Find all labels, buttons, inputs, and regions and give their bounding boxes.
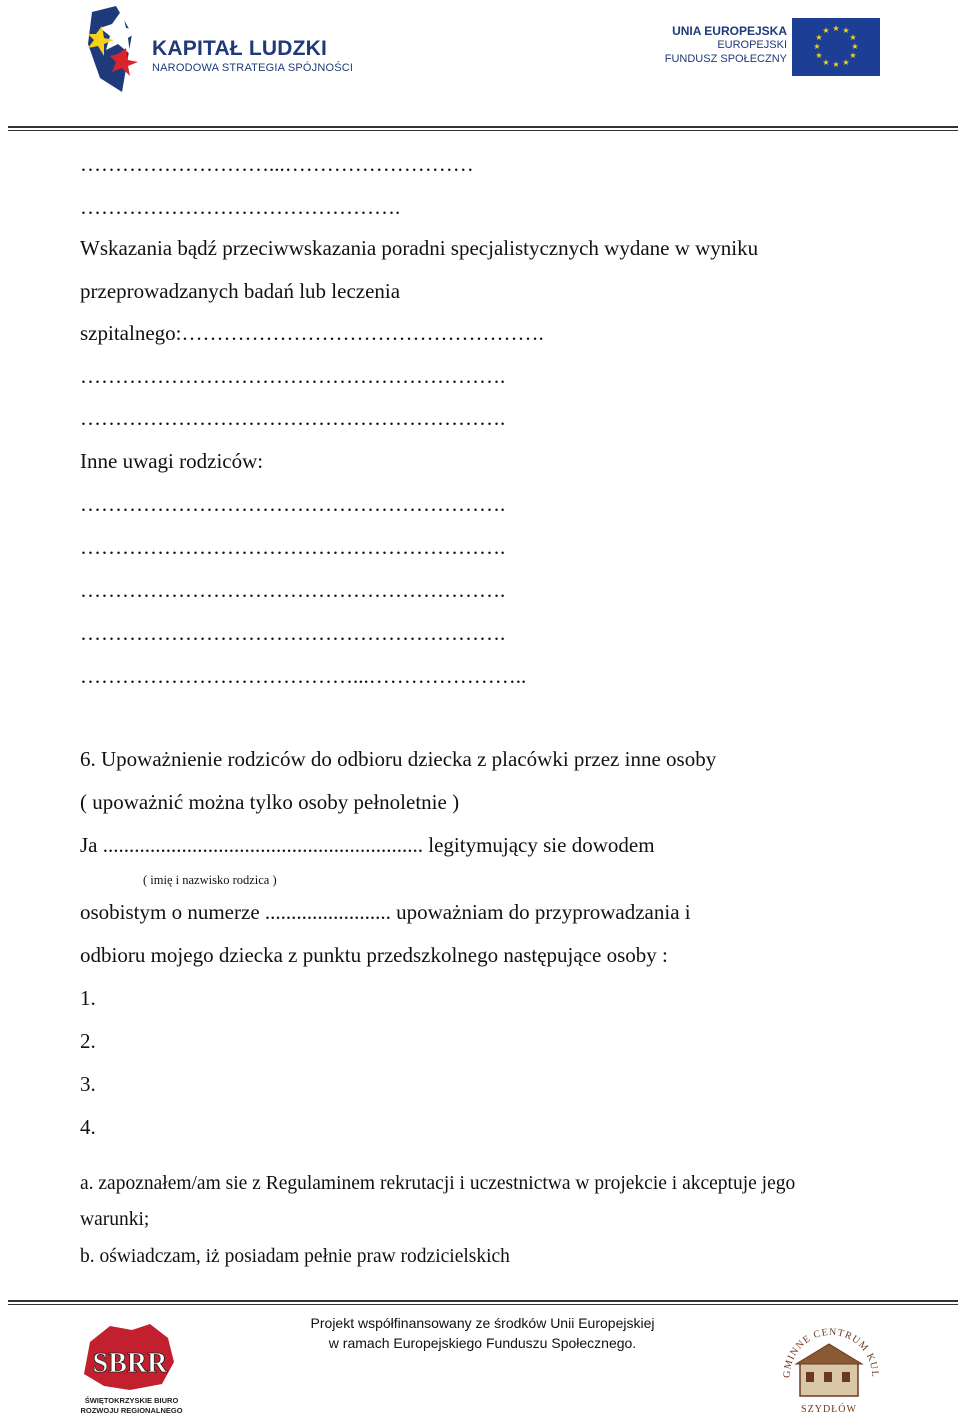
statement-a: a. zapoznałem/am sie z Regulaminem rekrutacji i uczestnictwa w projekcie i akceptuje jego	[80, 1173, 796, 1194]
svg-text:★: ★	[822, 26, 830, 35]
footer-divider-thin	[8, 1304, 958, 1305]
footer-cofinance-1: Projekt współfinansowany ze środków Unii Europejskiej	[310, 1315, 655, 1331]
eu-line1: UNIA EUROPEJSKA	[672, 24, 787, 38]
gck-logo	[776, 1318, 882, 1416]
sbrr-logo-text: SBRR	[92, 1348, 168, 1379]
svg-text:★: ★	[815, 33, 823, 42]
dots-line-6: …………………………………………………….	[80, 535, 506, 559]
sbrr-caption-2: ROZWOJU REGIONALNEGO	[80, 1406, 183, 1415]
person-2: 2.	[80, 1029, 96, 1053]
person-3: 3.	[80, 1072, 96, 1096]
indications-text-2: przeprowadzanych badań lub leczenia	[80, 279, 401, 303]
section-6-title: 6. Upoważnienie rodziców do odbioru dziecka z placówki przez inne osoby	[80, 747, 717, 771]
parents-remarks-label: Inne uwagi rodziców:	[80, 449, 264, 473]
dots-line-8: …………………………………………………….	[80, 621, 506, 645]
kapital-ludzki-subtitle: NARODOWA STRATEGIA SPÓJNOŚCI	[152, 62, 354, 74]
person-1: 1.	[80, 986, 96, 1010]
svg-text:★: ★	[832, 60, 840, 69]
sbrr-logo	[70, 1322, 190, 1414]
kapital-ludzki-logo	[82, 4, 352, 94]
footer-cofinance-2: w ramach Europejskiego Funduszu Społecznego.	[328, 1335, 637, 1351]
kapital-ludzki-emblem-icon	[82, 4, 150, 94]
dots-line-2: ……………………………………….	[80, 195, 401, 219]
parent-name-line: Ja ............................................................. legitymujący sie dowodem	[80, 833, 655, 857]
person-4: 4.	[80, 1115, 96, 1139]
dots-line-9: …………………………………...…………………..	[80, 664, 527, 688]
header-divider-thin	[8, 130, 958, 131]
svg-text:★: ★	[849, 51, 857, 60]
kapital-ludzki-title: KAPITAŁ LUDZKI	[152, 37, 328, 60]
sbrr-emblem-icon	[70, 1322, 190, 1392]
pickup-persons-intro: odbioru mojego dziecka z punktu przedszkolnego następujące osoby :	[80, 943, 668, 967]
eu-logo	[664, 18, 882, 78]
svg-text:★: ★	[815, 51, 823, 60]
svg-text:★: ★	[813, 42, 821, 51]
statement-a-cont: warunki;	[80, 1209, 150, 1230]
eu-flag-icon	[792, 18, 880, 76]
gck-place-text: SZYDŁÓW	[801, 1404, 857, 1415]
dots-line-4: …………………………………………………….	[80, 406, 506, 430]
id-number-line: osobistym o numerze ........................ upoważniam do przyprowadzania i	[80, 900, 691, 924]
svg-text:★: ★	[842, 26, 850, 35]
svg-text:★: ★	[842, 58, 850, 67]
statement-b: b. oświadczam, iż posiadam pełnie praw rodzicielskich	[80, 1246, 510, 1267]
svg-text:★: ★	[822, 58, 830, 67]
gck-emblem-icon	[776, 1318, 882, 1416]
section-6-note: ( upoważnić można tylko osoby pełnoletnie )	[80, 790, 460, 814]
sbrr-caption-1: ŚWIĘTOKRZYSKIE BIURO	[84, 1396, 179, 1405]
svg-text:★: ★	[849, 33, 857, 42]
dots-line-7: …………………………………………………….	[80, 578, 506, 602]
parent-name-hint: ( imię i nazwisko rodzica )	[143, 873, 277, 887]
dots-line-3: …………………………………………………….	[80, 364, 506, 388]
svg-text:★: ★	[851, 42, 859, 51]
footer-divider	[8, 1300, 958, 1302]
header-divider	[8, 126, 958, 128]
dots-line-5: …………………………………………………….	[80, 492, 506, 516]
svg-text:★: ★	[832, 24, 840, 33]
dots-line-1: ………………………...………………………	[80, 152, 474, 176]
eu-line3: FUNDUSZ SPOŁECZNY	[664, 53, 787, 65]
indications-text-1: Wskazania bądź przeciwwskazania poradni specjalistycznych wydane w wyniku	[80, 236, 759, 260]
eu-line2: EUROPEJSKI	[717, 39, 787, 51]
indications-text-3: szpitalnego:…………………………………………….	[80, 321, 544, 345]
gck-arc-text: GMINNE CENTRUM KUL	[781, 1326, 881, 1379]
